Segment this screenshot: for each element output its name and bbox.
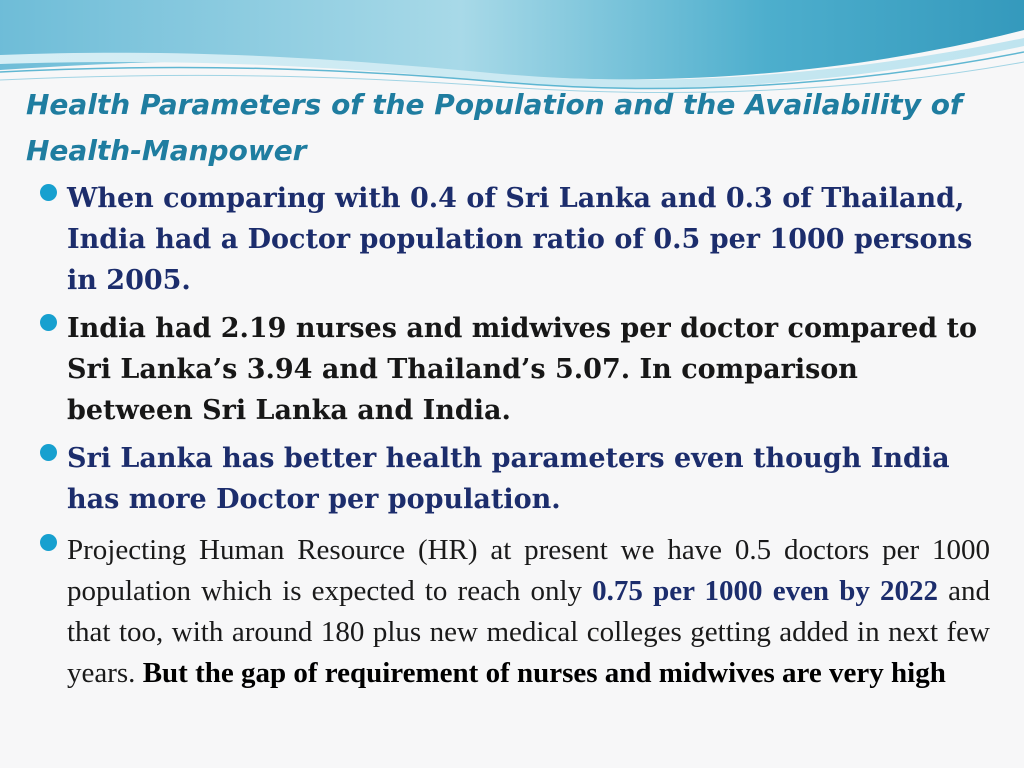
bullet-text: Sri Lanka has better health parameters even though India has more Doctor per population. xyxy=(67,443,950,515)
bullet-text-segment: Projecting Human Resource (HR) at present we have 0.5 doctors per 1000 population which is expected to reach only xyxy=(67,534,990,607)
bullet-text-segment: and that too, with around 180 plus new medical colleges getting added in next few years. xyxy=(67,575,990,689)
bullet-text: India had 2.19 nurses and midwives per doctor compared to Sri Lanka’s 3.94 and Thailand’s 5.07. In comparison between Sri Lanka and India. xyxy=(67,313,978,426)
bullet-dot-icon xyxy=(40,184,57,201)
slide-title: Health Parameters of the Population and the Availability of Health-Manpower xyxy=(26,88,963,167)
bullet-dot-icon xyxy=(40,444,57,461)
bullet-dot-icon xyxy=(40,314,57,331)
bullet-text xyxy=(67,530,990,694)
bullet-dot-icon xyxy=(40,534,57,551)
emphasized-conclusion: But the gap of requirement of nurses and midwives are very high xyxy=(142,657,946,689)
bullet-text: When comparing with 0.4 of Sri Lanka and 0.3 of Thailand, India had a Doctor population ratio of 0.5 per 1000 persons in 2005. xyxy=(67,183,973,296)
highlighted-projection: 0.75 per 1000 even by 2022 xyxy=(592,575,938,607)
